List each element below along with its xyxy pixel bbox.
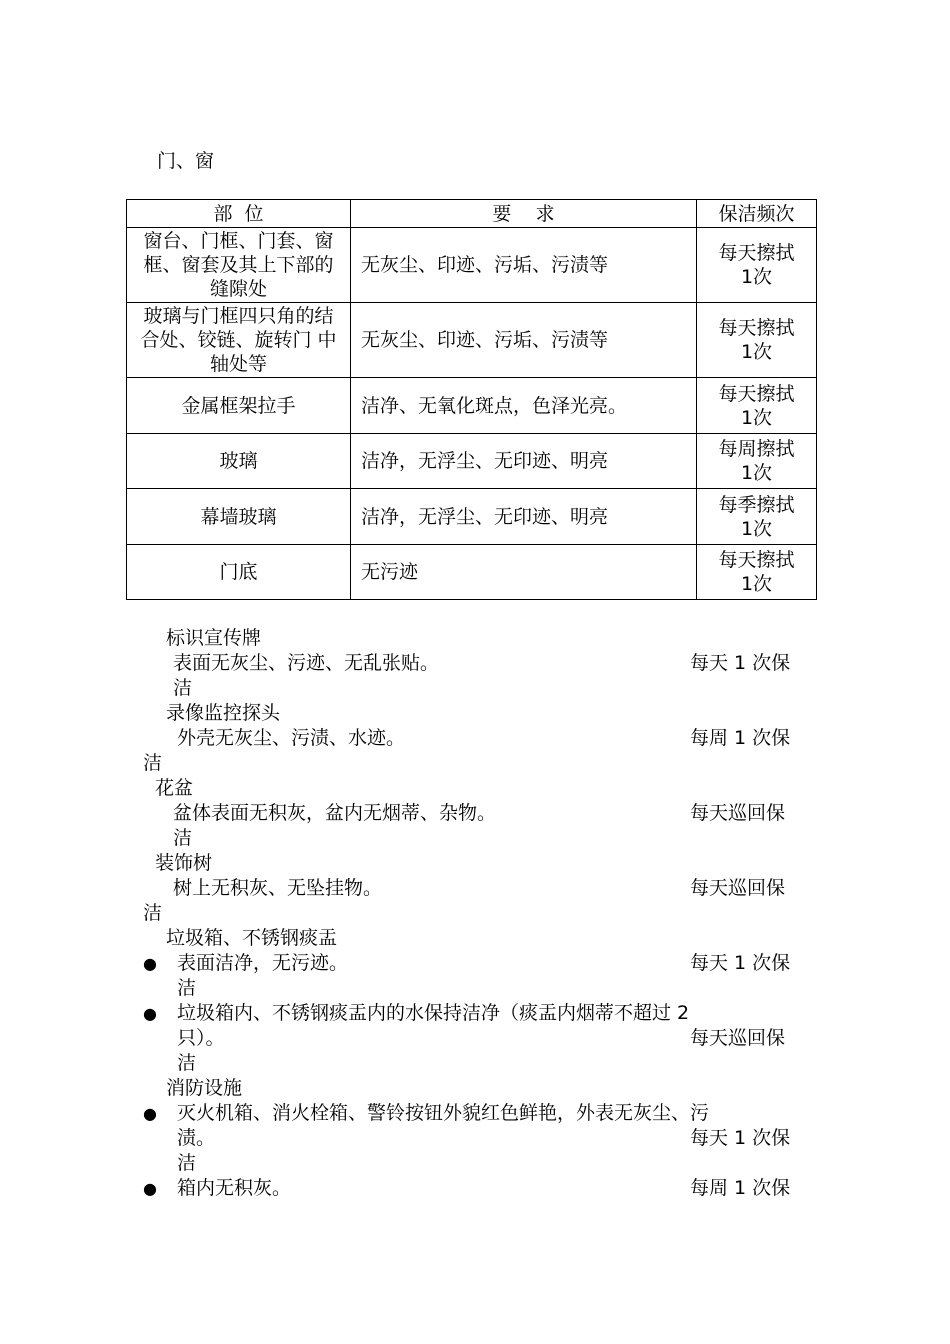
table-row — [127, 303, 817, 378]
frequency-count: 1次 — [740, 462, 773, 484]
item-requirement: 灭火机箱、消火栓箱、警铃按钮外貌红色鲜艳，外表无灰尘、污 — [177, 1102, 710, 1124]
cell-requirement: 洁净、无氧化斑点，色泽光亮。 — [351, 378, 697, 434]
cell-requirement: 无灰尘、印迹、污垢、污渍等 — [351, 303, 697, 378]
item-frequency: 每天 1 次保 — [690, 1127, 791, 1149]
frequency-text: 每天擦拭 — [718, 317, 795, 339]
cell-requirement: 无灰尘、印迹、污垢、污渍等 — [351, 228, 697, 303]
table-row — [127, 228, 817, 303]
cell-frequency — [697, 545, 817, 600]
frequency-count: 1次 — [740, 266, 773, 288]
cell-area: 金属框架拉手 — [127, 378, 351, 434]
item-frequency: 每天巡回保 — [690, 802, 786, 824]
cell-frequency — [697, 489, 817, 545]
item-frequency-wrap: 洁 — [177, 977, 197, 999]
cell-area: 幕墙玻璃 — [127, 489, 351, 545]
item-requirement: 树上无积灰、无坠挂物。 — [173, 877, 383, 899]
item-requirement-cont: 只）。 — [177, 1027, 225, 1049]
frequency-count: 1次 — [740, 517, 773, 540]
item-requirement: 箱内无积灰。 — [177, 1177, 292, 1199]
item-requirement: 表面洁净，无污迹。 — [177, 952, 349, 974]
cell-requirement: 洁净，无浮尘、无印迹、明亮 — [351, 489, 697, 545]
item-requirement: 外壳无灰尘、污渍、水迹。 — [177, 727, 406, 749]
table-header-row — [127, 200, 817, 228]
item-frequency: 每天巡回保 — [690, 877, 786, 899]
item-title: 垃圾箱、不锈钢痰盂 — [166, 927, 338, 949]
item-title: 录像监控探头 — [166, 702, 281, 724]
frequency-text: 每天擦拭 — [718, 382, 795, 405]
header-area: 部 位 — [127, 200, 351, 228]
item-requirement: 垃圾箱内、不锈钢痰盂内的水保持洁净（痰盂内烟蒂不超过 2 — [177, 1002, 690, 1024]
bullet-icon: ● — [143, 1104, 157, 1123]
bullet-icon: ● — [143, 1004, 157, 1023]
item-frequency: 每天 1 次保 — [690, 652, 791, 674]
cell-area: 窗台、门框、门套、窗框、窗套及其上下部的缝隙处 — [127, 228, 351, 303]
table-row — [127, 545, 817, 600]
cell-frequency — [697, 434, 817, 489]
item-frequency-wrap: 洁 — [143, 902, 163, 924]
header-frequency: 保洁频次 — [697, 200, 817, 228]
section-title: 门、窗 — [157, 150, 215, 172]
cell-area: 玻璃 — [127, 434, 351, 489]
frequency-count: 1次 — [740, 406, 773, 429]
item-requirement-cont: 渍。 — [177, 1127, 216, 1149]
table-row — [127, 489, 817, 545]
frequency-text: 每季擦拭 — [718, 493, 795, 516]
frequency-text: 每天擦拭 — [718, 549, 795, 571]
item-frequency-wrap: 洁 — [173, 827, 193, 849]
cell-frequency — [697, 228, 817, 303]
item-requirement: 盆体表面无积灰，盆内无烟蒂、杂物。 — [173, 802, 497, 824]
item-frequency: 每周 1 次保 — [690, 727, 791, 749]
item-frequency: 每周 1 次保 — [690, 1177, 791, 1199]
cell-frequency — [697, 378, 817, 434]
bullet-icon: ● — [143, 1179, 157, 1198]
item-frequency-wrap: 洁 — [177, 1152, 197, 1174]
cleaning-standards-table — [126, 199, 817, 600]
frequency-text: 每天擦拭 — [718, 242, 795, 264]
frequency-count: 1次 — [740, 341, 773, 363]
cell-area: 玻璃与门框四只角的结合处、铰链、旋转门 中轴处等 — [127, 303, 351, 378]
item-title: 花盆 — [155, 777, 194, 799]
item-requirement: 表面无灰尘、污迹、无乱张贴。 — [173, 652, 440, 674]
item-frequency-wrap: 洁 — [177, 1052, 197, 1074]
cell-requirement: 洁净，无浮尘、无印迹、明亮 — [351, 434, 697, 489]
item-frequency: 每天 1 次保 — [690, 952, 791, 974]
cell-frequency — [697, 303, 817, 378]
frequency-text: 每周擦拭 — [718, 438, 795, 460]
item-frequency-wrap: 洁 — [173, 677, 193, 699]
cell-area: 门底 — [127, 545, 351, 600]
item-title: 消防设施 — [166, 1077, 243, 1099]
item-title: 装饰树 — [155, 852, 213, 874]
header-requirement: 要 求 — [351, 200, 697, 228]
cell-requirement: 无污迹 — [351, 545, 697, 600]
frequency-count: 1次 — [740, 573, 773, 595]
table-row — [127, 434, 817, 489]
item-frequency-wrap: 洁 — [143, 752, 163, 774]
table-row — [127, 378, 817, 434]
item-title: 标识宣传牌 — [166, 627, 262, 649]
item-frequency: 每天巡回保 — [690, 1027, 786, 1049]
bullet-icon: ● — [143, 954, 157, 973]
